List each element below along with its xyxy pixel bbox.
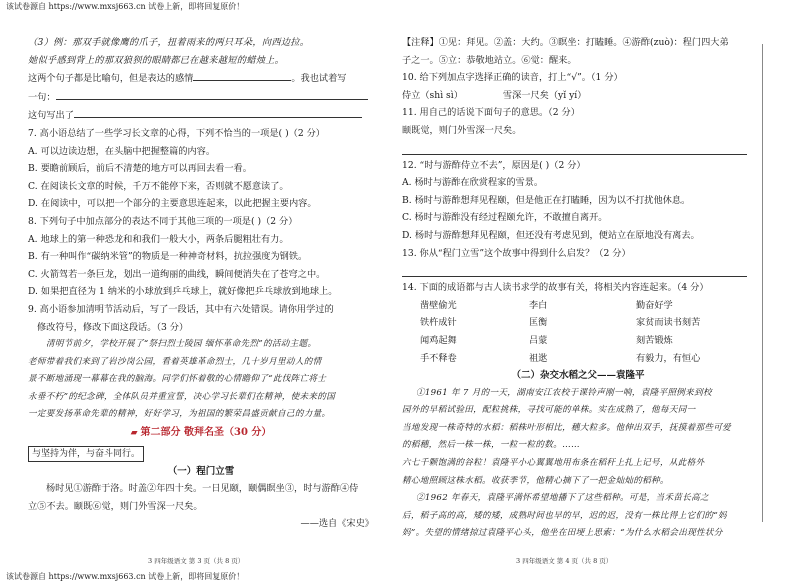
- person[interactable]: 吕蒙: [529, 334, 548, 346]
- answer-blank[interactable]: [56, 88, 368, 100]
- answer-blank[interactable]: [193, 69, 291, 81]
- q10-item-b[interactable]: 雪深一尺矣（yǐ yí）: [502, 89, 587, 101]
- question-10: 10. 给下列加点字选择正确的读音，打上“√”。（1 分）: [402, 72, 623, 84]
- passage-line: ②1962 年春天，袁隆平满怀希望地播下了这些稻种。可是，当禾苗长高之: [416, 493, 709, 504]
- source-citation: ——选自《宋史》: [300, 518, 374, 530]
- idiom-matching: [402, 297, 754, 367]
- meaning[interactable]: 有毅力，有恒心: [636, 352, 701, 364]
- passage-line: 景不断地涌现一幕幕在我的脑海。同学们怀着敬的心情瞻仰了“此伐阵亡将士: [28, 374, 327, 385]
- q7-option-b[interactable]: B. 要瞻前顾后，前后不清楚的地方可以再回去看一看。: [28, 163, 252, 175]
- page-number-left: 3 四年级语文 第 3 页（共 8 页）: [148, 557, 245, 565]
- right-page: [402, 34, 754, 543]
- question-14: 14. 下面的成语都与古人读书求学的故事有关，将相关内容连起来。（4 分）: [402, 282, 709, 294]
- answer-line[interactable]: [402, 262, 747, 277]
- column-rule: [762, 44, 763, 522]
- answer-blank[interactable]: [74, 106, 362, 118]
- notes: 【注释】①见：拜见。②盖：大约。③瞑坐：打瞌睡。④游酢(zuò)：程门四大弟: [402, 37, 729, 48]
- passage-line: 清明节前夕，学校开展了“祭扫烈士陵园 缅怀革命先烈”的活动主题。: [46, 339, 317, 350]
- question-9: 9. 高小语参加清明节活动后，写了一段话，其中有六处错误。请你用学过的: [28, 303, 334, 315]
- idiom[interactable]: 铁杵成针: [420, 317, 457, 329]
- q12-option-b[interactable]: B. 杨时与游酢想拜见程颐，但是他正在打瞌睡，因为以不打扰他休息。: [402, 194, 691, 206]
- passage-line: 当地发现一株奇特的水稻：稻株叶形相比，穗大粒多。他伸出双手，抚摸着那些可爱: [402, 422, 732, 433]
- passage-line: 园外的早稻试验田，配粒挑株，寻找可能的单株。实在成熟了，他每天同一: [402, 405, 696, 416]
- question-12: 12. “时与游酢侍立不去”，原因是( )（2 分）: [402, 159, 586, 171]
- section-2-title: （二）杂交水稻之父——袁隆平: [511, 370, 645, 382]
- passage-line: 精心地照顾这株水稻。收获季节，他精心摘下了一把金灿灿的稻种。: [402, 475, 669, 486]
- idiom[interactable]: 闻鸡起舞: [420, 334, 457, 346]
- q8-option-b[interactable]: B. 有一种叫作“碳纳米管”的物质是一种神奇材料，抗拉强度为钢铁。: [28, 251, 308, 263]
- idiom-row: [420, 314, 754, 332]
- passage-line: 的稻穗，然后一株一株，一粒一粒的数。……: [402, 440, 580, 451]
- part-2-motto-wrap: [28, 443, 374, 463]
- q8-option-d[interactable]: D. 如果把直径为 1 纳米的小球放到乒乓球上，就好像把乒乓球放到地球上。: [28, 286, 338, 298]
- passage-line: 永垂不朽”的纪念碑，全体队员并重宣誓，决心学习长辈们在精神，使未来的国: [28, 391, 336, 402]
- idiom[interactable]: 手不释卷: [420, 352, 457, 364]
- passage-line: 后，稻子高的高，矮的矮，成熟时间也早的早，迟的迟，没有一株比得上它们的“妈: [402, 510, 727, 521]
- q6c-line-d: 一句：: [28, 88, 374, 107]
- passage-line: ①1961 年 7 月的一天，湖南安江农校于课铃声刚一响，袁隆平照例来到校: [416, 387, 712, 398]
- idiom[interactable]: 凿壁偷光: [420, 299, 457, 311]
- classical-text-line: 立⑤不去。颐既⑥觉，则门外雪深一尺矣。: [28, 500, 203, 512]
- q7-option-a[interactable]: A. 可以边读边想，在头脑中把握整篇的内容。: [28, 145, 216, 157]
- passage-line: 一定要发扬革命先辈的精神，好好学习，为祖国的繁荣昌盛贡献自己的力量。: [28, 409, 331, 420]
- classical-text-line: 杨时见①游酢于洛。时盖②年四十矣。一日见颐，颐偶瞑坐③，时与游酢④侍: [46, 483, 359, 495]
- passage-line: 六七千颗饱满的谷粒！袁隆平小心翼翼地用布条在稻秆上扎上记号，从此格外: [402, 458, 705, 469]
- answer-line[interactable]: [402, 140, 747, 155]
- question-9-b: 修改符号，修改下面这段话。（3 分）: [37, 321, 189, 333]
- top-banner: 该试卷源自 https://www.mxsj663.cn 试卷上新，即将回复原价！: [6, 2, 245, 11]
- bottom-banner: 该试卷源自 https://www.mxsj663.cn 试卷上新，即将回复原价！: [6, 572, 245, 581]
- passage-line: 老师带着我们来到了岩沙岗公园，看着英雄革命烈士，几十岁月里动人的情: [28, 356, 322, 367]
- q6c-line-e: 这句写出了: [28, 106, 374, 125]
- q12-option-c[interactable]: C. 杨时与游酢没有经过程颐允许，不敢擅自离开。: [402, 212, 608, 224]
- left-page: [28, 34, 374, 533]
- meaning[interactable]: 家贫而读书刻苦: [636, 317, 701, 329]
- idiom-row: [420, 350, 754, 368]
- person[interactable]: 匡衡: [529, 317, 548, 329]
- q12-option-a[interactable]: A. 杨时与游酢在欣赏程家的雪景。: [402, 177, 544, 189]
- q8-option-c[interactable]: C. 火箭驾若一条巨龙，划出一道绚丽的曲线，瞬间便消失在了苍穹之中。: [28, 268, 326, 280]
- person[interactable]: 祖逖: [529, 352, 548, 364]
- meaning[interactable]: 勤奋好学: [636, 299, 673, 311]
- question-7: 7. 高小语总结了一些学习长文章的心得，下列不恰当的一项是( )（2 分）: [28, 127, 325, 139]
- book-icon: ▰: [130, 428, 138, 439]
- question-13: 13. 你从“程门立雪”这个故事中得到什么启发？（2 分）: [402, 247, 631, 259]
- reading-passage: [402, 385, 754, 543]
- question-11: 11. 用自己的话说下面句子的意思。（2 分）: [402, 107, 580, 119]
- q11-sentence: 颐既觉，则门外雪深一尺矣。: [402, 124, 522, 136]
- q12-option-d[interactable]: D. 杨时与游酢想拜见程颐，但还没有考虑见到，便站立在原地没有离去。: [402, 229, 700, 241]
- idiom-row: [420, 332, 754, 350]
- q6c-line-c: 这两个句子都是比喻句，但是表达的感情 。我也试着写: [28, 69, 374, 88]
- meaning[interactable]: 刻苦锻炼: [636, 334, 673, 346]
- section-1-title: （一）程门立雪: [167, 465, 235, 477]
- page-number-right: 3 四年级语文 第 4 页（共 8 页）: [516, 557, 613, 565]
- part-2-title: ▰ 第二部分 敬拜名圣（30 分）: [28, 424, 374, 443]
- q10-items: [402, 87, 754, 105]
- q7-option-d[interactable]: D. 在阅读中，可以把一个部分的主要意思连起来，以此把握主要内容。: [28, 198, 317, 210]
- part-2-motto: 与坚持为伴，与奋斗同行。: [28, 446, 144, 462]
- correction-passage: [28, 336, 374, 424]
- q6c-line-b: 她似乎感到背上的那双狼狈的眼睛都已在越来越短的蜡烛上。: [28, 54, 285, 66]
- q10-item-a[interactable]: 侍立（shì sì）: [402, 89, 463, 101]
- q7-option-c[interactable]: C. 在阅读长文章的时候，千万不能停下来，否则就不愿意读了。: [28, 180, 289, 192]
- person[interactable]: 李白: [529, 299, 548, 311]
- notes-cont: 子之一。⑤立：恭敬地站立。⑥觉：醒来。: [402, 54, 577, 66]
- idiom-row: [420, 297, 754, 315]
- q6c-line-a: （3）例：那双手就像鹰的爪子，扭着雨来的两只耳朵，向西边拉。: [28, 37, 310, 48]
- question-8: 8. 下列句子中加点部分的表达不同于其他三项的一项是( )（2 分）: [28, 215, 298, 227]
- passage-line: 妈”。失望的情绪掠过袁隆平心头，他坐在田埂上思索：“为什么水稻会出现性状分: [402, 528, 723, 539]
- q8-option-a[interactable]: A. 地球上的第一种恐龙和和我们一般大小，两条后腿粗壮有力。: [28, 233, 289, 245]
